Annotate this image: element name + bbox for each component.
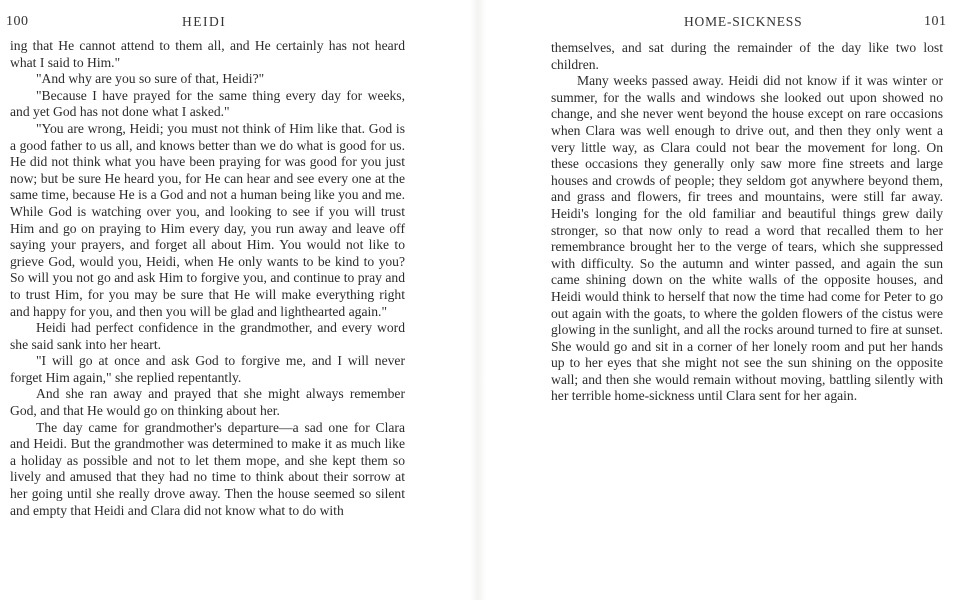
right-page-body — [551, 40, 943, 405]
right-paragraph-1: themselves, and sat during the remainder of the day like two lost children. — [551, 40, 943, 72]
right-page — [478, 0, 955, 600]
right-page-number: 101 — [924, 14, 947, 29]
left-running-head: HEIDI — [182, 14, 227, 29]
left-paragraph-4: "You are wrong, Heidi; you must not think of Him like that. God is a good father to us all, and knows better than we do what is good for us. He did not think what you have been praying for was good for you just now; but be sure He heard you, for He can hear and see every one at the same time, because He is a God and not a human being like you and me. While God is watching over you, and looking to see if you will trust Him and go on praying to Him every day, you run away and leave off saying your prayers, and forget all about Him. You would not like to grieve God, would you, Heidi, when He only wants to be kind to you? So will you not go and ask Him to forgive you, and continue to pray and to trust Him, for you may be sure that He will make everything right and happy for you, and then you will be glad and lighthearted again." — [10, 120, 405, 319]
left-paragraph-3: "Because I have prayed for the same thing every day for weeks, and yet God has not done what I asked." — [10, 87, 405, 120]
right-paragraph-2: Many weeks passed away. Heidi did not know if it was winter or summer, for the walls and windows she looked out upon showed no change, and she never went beyond the house except on rare occasions when Clara was well enough to drive out, and then they only went a very little way, as Clara could not bear the movement for long. On these occasions they generally only saw more fine streets and large houses and crowds of people; they seldom got anywhere beyond them, and grass and flowers, fir trees and mountains, were still far away. Heidi's longing for the old familiar and beautiful things grew daily stronger, so that now only to read a word that recalled them to her remembrance brought her to the verge of tears, which she suppressed with difficulty. So the autumn and winter passed, and again the sun came shining down on the white walls of the opposite houses, and Heidi would think to herself that now the time had come for Peter to go out again with the goats, to where the golden flowers of the cistus were glowing in the sunlight, and all the rocks around turned to fire at sunset. She would go and sit in a corner of her lonely room and put her hands up to her eyes that she might not see the sun shining on the opposite wall; and then she would remain without moving, battling silently with her terrible home-sickness until Clara sent for her again. — [551, 73, 943, 404]
left-paragraph-7: And she ran away and prayed that she might always remember God, and that He would go on thinking about her. — [10, 386, 405, 419]
left-paragraph-1: ing that He cannot attend to them all, and He certainly has not heard what I said to Him." — [10, 38, 405, 70]
left-paragraph-5: Heidi had perfect confidence in the grandmother, and every word she said sank into her heart. — [10, 320, 405, 352]
left-page-number: 100 — [6, 14, 29, 29]
right-running-head: HOME-SICKNESS — [684, 14, 803, 29]
left-paragraph-6: "I will go at once and ask God to forgive me, and I will never forget Him again," she replied repentantly. — [10, 353, 405, 385]
left-paragraph-2: "And why are you so sure of that, Heidi?" — [36, 71, 265, 87]
left-page-body — [10, 38, 405, 519]
left-paragraph-8: The day came for grandmother's departure—a sad one for Clara and Heidi. But the grandmother was determined to make it as much like a holiday as possible and not to let them mope, and she kept them so lively and amused that they had no time to think about their sorrow at her going until she really drove away. Then the house seemed so silent and empty that Heidi and Clara did not know what to do with — [10, 419, 405, 518]
